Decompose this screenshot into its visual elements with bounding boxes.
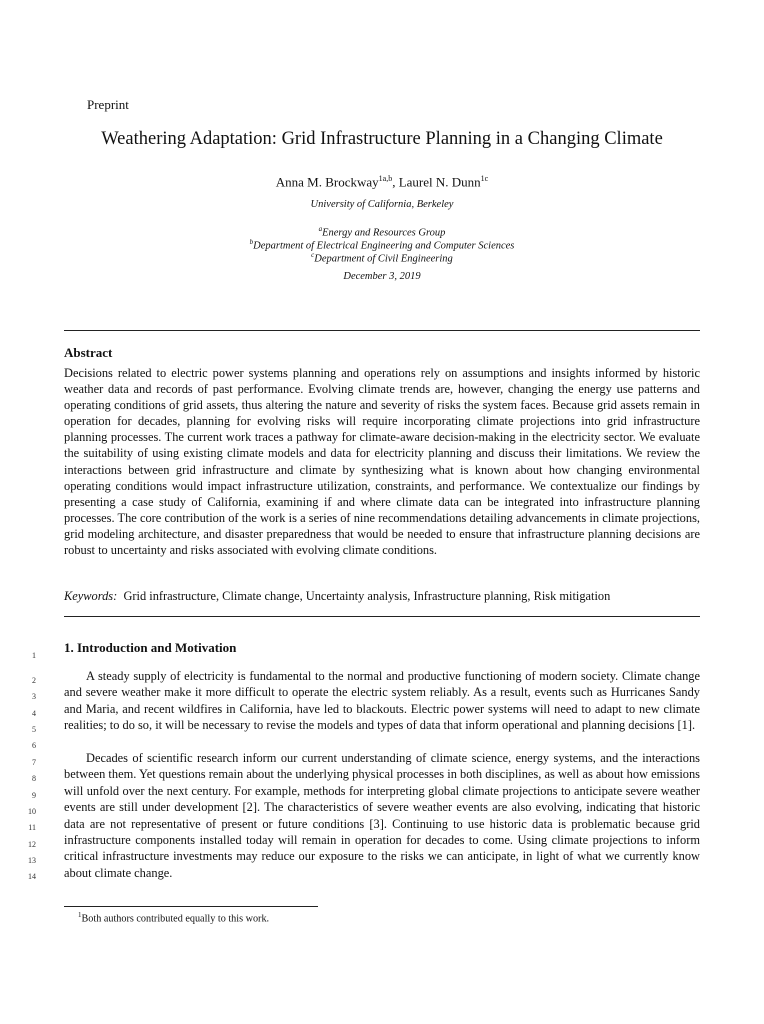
author-affiliation-mark: 1a,b bbox=[378, 174, 393, 183]
line-number: 9 bbox=[32, 791, 36, 800]
footnote-rule bbox=[64, 906, 318, 907]
footnote bbox=[78, 911, 269, 924]
keywords-label: Keywords: bbox=[64, 589, 118, 603]
affiliation-text: Energy and Resources Group bbox=[322, 227, 446, 239]
abstract-body: Decisions related to electric power systems planning and operations rely on assumptions and insights informed by historic weather data and records of past performance. Evolving climate trends are, however, changing the energy use patterns and operating conditions of grid assets, thus altering the nature and severity of risks the system faces. Because grid assets remain in operation for decades, planning for evolving risks will require incorporating climate projections into grid infrastructure planning processes. The current work traces a pathway for climate-aware decision-making in the electricity sector. We evaluate the suitability of using existing climate models and data for electricity planning and discuss their limitations. We review the interactions between grid infrastructure and climate by synthesizing what is known about how changing environmental operating conditions would impact infrastructure utilization, constraints, and performance. We contextualize our findings by presenting a case study of California, examining if and where climate data can be integrated into infrastructure planning processes. The core contribution of the work is a series of nine recommendations detailing advancements in climate projections, grid modeling architecture, and disaster preparedness that would be needed to ensure that infrastructure planning decisions are robust to uncertainty and risks associated with evolving climate conditions. bbox=[64, 366, 700, 558]
author-name: Laurel N. Dunn bbox=[398, 174, 481, 190]
affiliation-b bbox=[0, 238, 764, 252]
line-number: 3 bbox=[32, 692, 36, 701]
preprint-label: Preprint bbox=[87, 97, 129, 112]
affiliation-mark: b bbox=[249, 238, 254, 246]
line-number: 8 bbox=[32, 774, 36, 783]
university-affiliation: University of California, Berkeley bbox=[310, 199, 454, 210]
line-number: 5 bbox=[32, 725, 36, 734]
abstract-bottom-rule bbox=[64, 616, 700, 617]
footnote-mark: 1 bbox=[78, 911, 82, 919]
author-separator: , bbox=[392, 174, 399, 190]
line-number: 11 bbox=[28, 823, 36, 832]
paper-title: Weathering Adaptation: Grid Infrastructure Planning in a Changing Climate bbox=[101, 129, 663, 149]
affiliation-text: Department of Electrical Engineering and Computer Sciences bbox=[253, 240, 515, 252]
affiliation-text: Department of Civil Engineering bbox=[314, 253, 453, 265]
intro-paragraph-1: A steady supply of electricity is fundamental to the normal and productive functioning of modern society. Climate change and severe weather make it more difficult to operate the electric system reliably. As a result, events such as Hurricanes Sandy and Maria, and recent wildfires in California, have led to blackouts. Electric power systems will need to adapt to new climate realities; to do so, it will be necessary to revise the models and types of data that inform operational and planning decisions [1]. bbox=[64, 669, 700, 733]
intro-paragraph-2: Decades of scientific research inform our current understanding of climate science, energy systems, and the interactions between them. Yet questions remain about the underlying physical processes in both disciplines, as well as about how emissions will unfold over the next century. For example, methods for interpreting global climate projections to anticipate severe weather events are still under development [2]. The characteristics of severe weather events are also evolving, indicating that historic data are not representative of present or future conditions [3]. Continuing to use historic data is problematic because grid infrastructure components installed today will remain in operation for decades to come. Using climate projections to inform critical infrastructure investments may reduce our exposure to the risks we can anticipate, in light of what we currently know about climate change. bbox=[64, 751, 700, 880]
line-number: 1 bbox=[32, 651, 36, 660]
keywords-list: Grid infrastructure, Climate change, Uncertainty analysis, Infrastructure planning, Risk mitigation bbox=[123, 589, 611, 603]
publication-date: December 3, 2019 bbox=[343, 271, 421, 282]
line-number: 12 bbox=[28, 840, 36, 849]
affiliation-mark: a bbox=[318, 225, 323, 233]
line-number: 2 bbox=[32, 676, 36, 685]
abstract-heading: Abstract bbox=[64, 345, 113, 360]
author-affiliation-mark: 1c bbox=[480, 174, 489, 183]
line-number: 7 bbox=[32, 758, 36, 767]
affiliation-c bbox=[0, 251, 764, 265]
affiliation-a bbox=[0, 225, 764, 239]
line-number: 10 bbox=[28, 807, 36, 816]
footnote-text: Both authors contributed equally to this work. bbox=[81, 913, 270, 925]
author-name: Anna M. Brockway bbox=[275, 174, 379, 190]
keywords-line bbox=[64, 589, 700, 604]
line-number: 14 bbox=[28, 872, 36, 881]
line-number: 13 bbox=[28, 856, 36, 865]
section-heading: 1. Introduction and Motivation bbox=[64, 640, 237, 655]
line-number: 4 bbox=[32, 709, 36, 718]
line-number: 6 bbox=[32, 741, 36, 750]
affiliation-mark: c bbox=[311, 251, 315, 259]
abstract-top-rule bbox=[64, 330, 700, 331]
author-list bbox=[0, 174, 764, 190]
